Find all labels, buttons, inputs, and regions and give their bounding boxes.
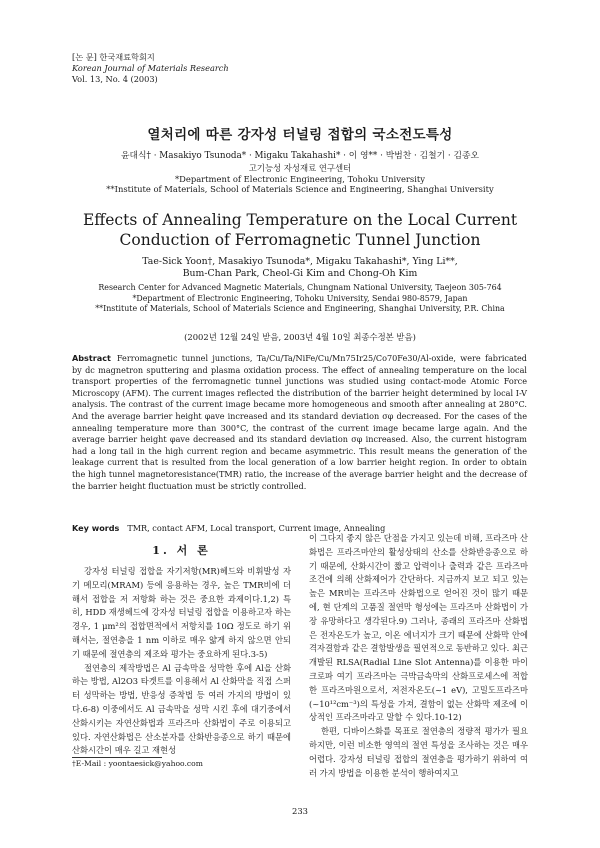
body-column-left — [72, 565, 291, 758]
section-heading: 1. 서 론 — [152, 544, 211, 557]
affiliation-line: *Department of Electronic Engineering, Tohoku University, Sendai 980-8579, Japan — [132, 293, 468, 303]
paragraph: 한편, 디바이스화를 목표로 절연층의 정량적 평가가 필요하지만, 이런 비소한 영역의 절연 특성을 조사하는 것은 매우 어렵다. 강자성 터널링 접합의 절연층을 평가하기 위하여 여러 가지 방법을 이용한 분석이 행하여지고 — [309, 726, 528, 778]
received-dates: (2002년 12월 24일 받음, 2003년 4월 10일 최종수정본 받음) — [184, 332, 416, 342]
english-title — [0, 210, 600, 250]
volume-info: Vol. 13, No. 4 (2003) — [72, 74, 158, 84]
paragraph: 강자성 터널링 접합을 자기저항(MR)헤드와 비휘발성 자기 메모리(MRAM) 등에 응용하는 경우, 높은 TMR비에 더해서 접합을 저 저항화 하는 것은 중요한 과제이다.1,2) 특히, HDD 재생헤드에 강자성 터널링 접합을 이용하고자 하는 경우, 1 μm²의 접합면적에서 저항치를 10Ω 정도로 하기 위해서는, 절연층을 1 nm 이하로 매우 얇게 하지 않으면 안되기 때문에 절연층의 제조와 평가는 중요하게 된다.3-5) — [72, 566, 291, 659]
abstract-label: Abstract — [72, 353, 111, 363]
body-column-right — [309, 532, 528, 780]
affiliation-line: *Department of Electronic Engineering, Tohoku University — [174, 173, 426, 184]
paragraph: 이 그다지 좋지 않은 단점을 가지고 있는데 비해, 프라즈마 산화법은 프라즈마안의 활성상태의 산소를 산화반응종으로 하기 때문에, 산화시간이 짧고 압력이나 출력과 같은 프라즈마 조건에 의해 산화제어가 간단하다. 지금까지 보고 되고 있는 높은 MR비는 프라즈마 산화법으로 얻어진 것이 많기 때문에, 현 단계의 고품질 절연막 형성에는 프라즈마 산화법이 가장 유망하다고 생각된다.9) 그러나, 종래의 프라즈마 산화법은 전자온도가 높고, 이온 에너지가 크기 때문에 산화막 안에 격자결함과 같은 결함발생을 필연적으로 동반하고 있다. 최근 개발된 RLSA(Radial Line Slot Antenna)를 이용한 마이크로파 여기 프라즈마는 극박금속막의 산화프로세스에 적합한 프라즈마원으로서, 저전자온도(~1 eV), 고밀도프라즈마(~10¹²cm⁻³)의 특성을 가져, 결함이 없는 산화막 제조에 이상적인 프라즈마라고 말할 수 있다.10-12) — [309, 533, 528, 723]
journal-header — [72, 52, 229, 85]
journal-name: Korean Journal of Materials Research — [72, 63, 229, 73]
article-category: [논 문] 한국재료학회지 — [72, 52, 155, 62]
english-authors — [0, 256, 600, 280]
author-line: Tae-Sick Yoon†, Masakiyo Tsunoda*, Migaku Takahashi*, Ying Li**, — [142, 256, 458, 267]
author-line: Bum-Chan Park, Cheol-Gi Kim and Chong-Oh Kim — [182, 268, 418, 279]
keywords-text: TMR, contact AFM, Local transport, Current image, Annealing — [127, 523, 386, 533]
abstract — [72, 353, 527, 492]
affiliation-line: **Institute of Materials, School of Materials Science and Engineering, Shanghai University — [106, 184, 494, 194]
affiliation-line: **Institute of Materials, School of Materials Science and Engineering, Shanghai University, P.R. China — [95, 304, 505, 314]
korean-authors: 윤대식† · Masakiyo Tsunoda* · Migaku Takahashi* · 이 영** · 박범찬 · 김철기 · 김종오 — [121, 151, 479, 161]
korean-affiliations — [0, 163, 600, 195]
english-affiliations — [0, 283, 600, 315]
paragraph: 절연층의 제작방법은 Al 금속막을 성막한 후에 Al을 산화하는 방법, Al2O3 타겟트를 이용해서 Al 산화막을 직접 스퍼터 성막하는 방법, 반응성 증착법 등 여러 가지의 방법이 있다.6-8) 이중에서도 Al 금속막을 성막 시킨 후에 대기중에서 산화시키는 자연산화법과 프라즈마 산화법이 주로 이용되고 있다. 자연산화법은 산소분자를 산화반응종으로 하기 때문에 산화시간이 매우 길고 재현성 — [72, 662, 291, 756]
footnote-rule — [72, 757, 162, 758]
english-title-line: Conduction of Ferromagnetic Tunnel Junction — [119, 231, 481, 249]
abstract-text: Ferromagnetic tunnel junctions, Ta/Cu/Ta/NiFe/Cu/Mn75Ir25/Co70Fe30/Al-oxide, were fabricated by dc magnetron sputtering and plasma oxidation process. The effect of annealing temperature on the local transport properties of the ferromagnetic tunnel junctions was studied using contact-mode Atomic Force Microscopy (AFM). The current images reflected the distribution of the barrier height determined by local I-V analysis. The contrast of the current image became more homogeneous and smooth after annealing at 280°C. And the average barrier height φave increased and its standard deviation σφ decreased. For the cases of the annealing temperature more than 300°C, the contrast of the current image became large again. And the average barrier height φave decreased and its standard deviation σφ increased. Also, the current histogram had a long tail in the high current region and became asymmetric. This result means the generation of the leakage current that is resulted from the local generation of a low barrier height region. In order to obtain the high tunnel magnetoresistance(TMR) ratio, the increase of the average barrier height and the decrease of the barrier height fluctuation must be strictly controlled. — [72, 353, 527, 491]
english-title-line: Effects of Annealing Temperature on the Local Current — [82, 211, 518, 229]
korean-title: 열처리에 따른 강자성 터널링 접합의 국소전도특성 — [147, 127, 453, 143]
affiliation-line: Research Center for Advanced Magnetic Materials, Chungnam National University, Taejeon 305-764 — [98, 283, 502, 292]
footnote-email: †E-Mail : yoontaesick@yahoo.com — [72, 759, 203, 768]
page-number: 233 — [292, 806, 308, 816]
affiliation-line: 고기능성 자성재료 연구센터 — [248, 163, 352, 173]
keywords-label: Key words — [72, 523, 120, 533]
